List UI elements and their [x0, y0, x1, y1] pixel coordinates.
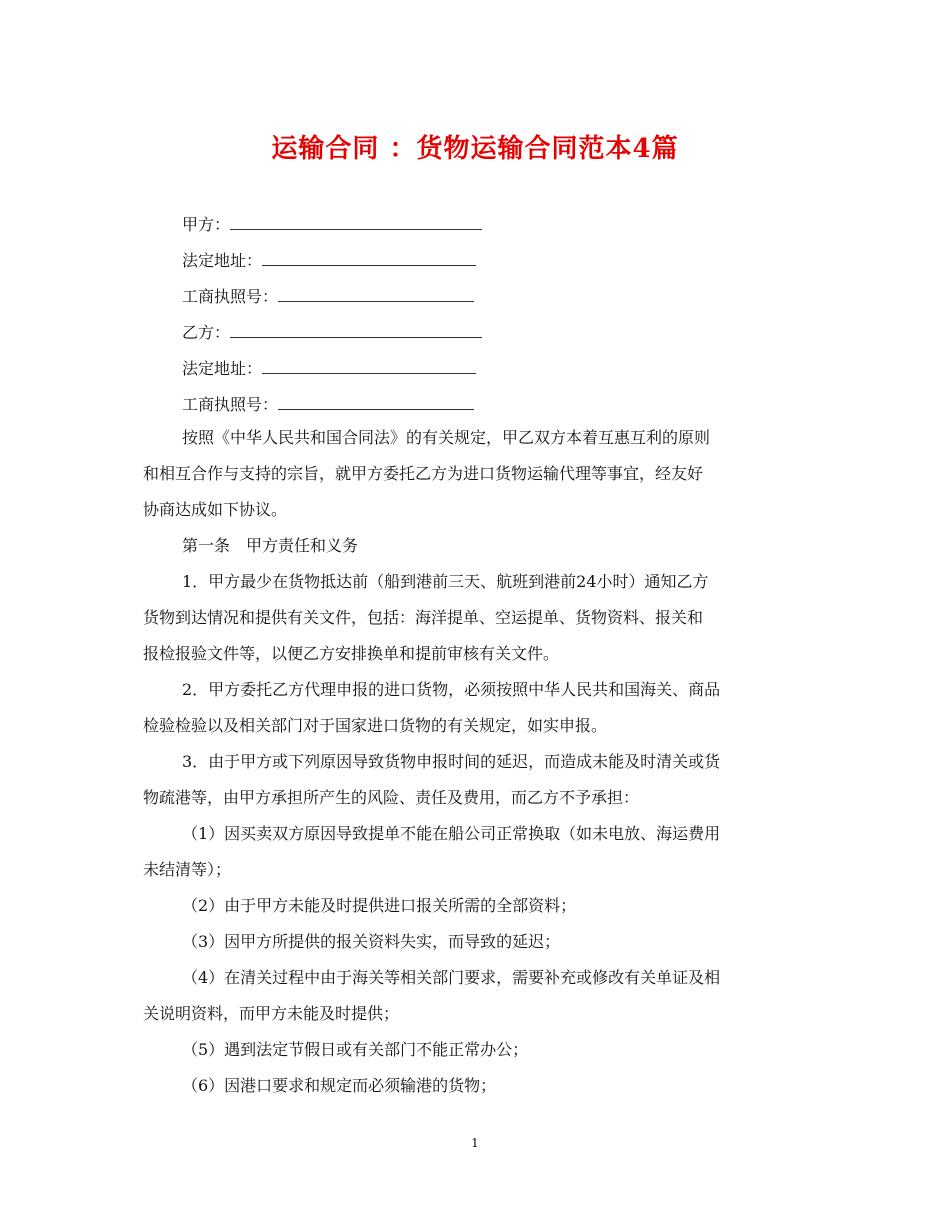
sub-item-1-line-2: 未结清等）； [143, 860, 232, 879]
address-a-field [182, 248, 476, 271]
sub-item-1-line-1: （1）因买卖双方原因导致提单不能在船公司正常换取（如未电放、海运费用 [182, 824, 721, 843]
item-1-line-3: 报检报验文件等，以便乙方安排换单和提前审核有关文件。 [143, 644, 560, 663]
intro-line-2: 和相互合作与支持的宗旨，就甲方委托乙方为进口货物运输代理等事宜，经友好 [143, 464, 704, 483]
party-a-blank [230, 212, 482, 230]
license-b-label: 工商执照号： [182, 395, 279, 414]
intro-line-1: 按照《中华人民共和国合同法》的有关规定，甲乙双方本着互惠互利的原则 [182, 428, 711, 447]
party-b-label: 乙方： [182, 323, 231, 342]
document-title: 运输合同 ：货物运输合同范本4篇 [271, 134, 679, 164]
party-b-field [182, 320, 482, 343]
party-a-label: 甲方： [182, 215, 231, 234]
sub-item-3: （3）因甲方所提供的报关资料失实，而导致的延迟； [182, 932, 561, 951]
address-a-label: 法定地址： [182, 251, 263, 270]
item-1-line-1: 1．甲方最少在货物抵达前（船到港前三天、航班到港前24小时）通知乙方 [182, 572, 709, 591]
article-1-heading: 第一条 甲方责任和义务 [182, 536, 359, 555]
license-b-blank [278, 392, 474, 410]
item-3-line-1: 3．由于甲方或下列原因导致货物申报时间的延迟，而造成未能及时清关或货 [182, 752, 721, 771]
party-b-blank [230, 320, 482, 338]
sub-item-5: （5）遇到法定节假日或有关部门不能正常办公； [182, 1040, 529, 1059]
address-a-blank [262, 248, 476, 266]
address-b-label: 法定地址： [182, 359, 263, 378]
sub-item-2: （2）由于甲方未能及时提供进口报关所需的全部资料； [182, 896, 577, 915]
item-2-line-2: 检验检验以及相关部门对于国家进口货物的有关规定，如实申报。 [143, 716, 608, 735]
sub-item-4-line-1: （4）在清关过程中由于海关等相关部门要求，需要补充或修改有关单证及相 [182, 968, 721, 987]
license-a-label: 工商执照号： [182, 287, 279, 306]
sub-item-6: （6）因港口要求和规定而必须输港的货物； [182, 1076, 497, 1095]
item-2-line-1: 2．甲方委托乙方代理申报的进口货物，必须按照中华人民共和国海关、商品 [182, 680, 721, 699]
sub-item-4-line-2: 关说明资料，而甲方未能及时提供； [143, 1004, 400, 1023]
license-a-field [182, 284, 474, 307]
intro-line-3: 协商达成如下协议。 [143, 500, 288, 519]
item-1-line-2: 货物到达情况和提供有关文件，包括：海洋提单、空运提单、货物资料、报关和 [143, 608, 704, 627]
address-b-field [182, 356, 476, 379]
page-number: 1 [471, 1136, 479, 1150]
address-b-blank [262, 356, 476, 374]
license-b-field [182, 392, 474, 415]
license-a-blank [278, 284, 474, 302]
item-3-line-2: 物疏港等，由甲方承担所产生的风险、责任及费用，而乙方不予承担： [143, 788, 640, 807]
party-a-field [182, 212, 482, 235]
